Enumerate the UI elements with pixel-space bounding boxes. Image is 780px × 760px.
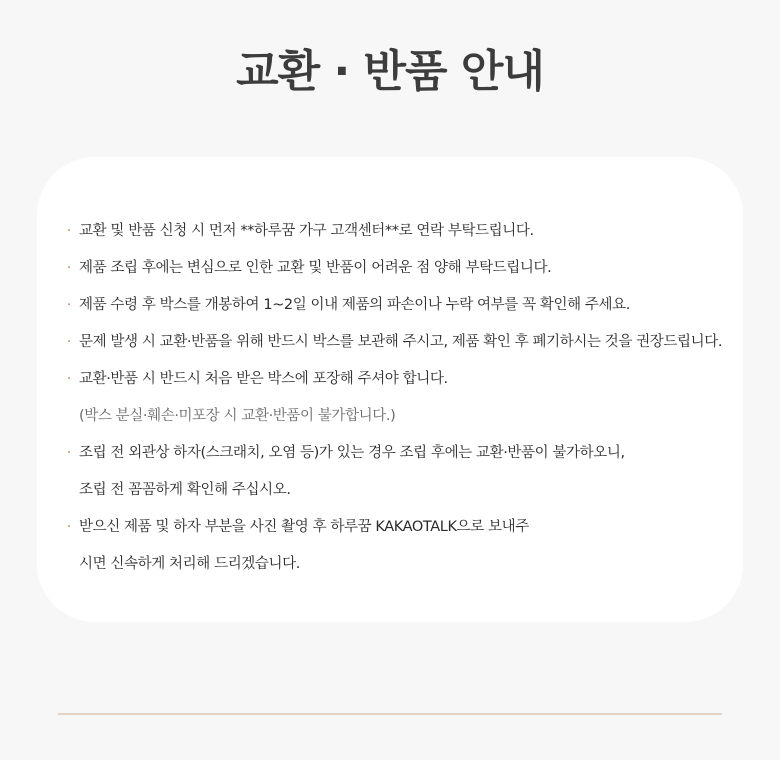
bullet-icon: · (67, 261, 71, 276)
bullet-icon: · (67, 372, 71, 387)
notice-text: 교환 및 반품 신청 시 먼저 **하루꿈 가구 고객센터**로 연락 부탁드립니다. (79, 223, 534, 239)
notice-continuation (67, 546, 722, 583)
notice-list (67, 213, 722, 583)
notice-continuation-text: 시면 신속하게 처리해 드리겠습니다. (79, 556, 300, 572)
page-title: 교환 · 반품 안내 (236, 46, 544, 97)
notice-text: 제품 수령 후 박스를 개봉하여 1~2일 이내 제품의 파손이나 누락 여부를 꼭 확인해 주세요. (79, 297, 630, 313)
notice-text: 교환·반품 시 반드시 처음 받은 박스에 포장해 주셔야 합니다. (79, 371, 448, 387)
notice-item (67, 287, 722, 324)
notice-card (37, 157, 743, 622)
notice-text: 문제 발생 시 교환·반품을 위해 반드시 박스를 보관해 주시고, 제품 확인 후 폐기하시는 것을 권장드립니다. (79, 334, 723, 350)
bullet-icon: · (67, 520, 71, 535)
notice-text: 조립 전 외관상 하자(스크래치, 오염 등)가 있는 경우 조립 후에는 교환·반품이 불가하오니, (79, 445, 625, 461)
bullet-icon: · (67, 446, 71, 461)
notice-continuation (67, 472, 722, 509)
notice-note (67, 398, 722, 435)
notice-text: 제품 조립 후에는 변심으로 인한 교환 및 반품이 어려운 점 양해 부탁드립니다. (79, 260, 552, 276)
notice-item (67, 509, 722, 546)
bullet-icon: · (67, 224, 71, 239)
notice-item (67, 324, 722, 361)
notice-note-text: (박스 분실·훼손·미포장 시 교환·반품이 불가합니다.) (79, 408, 396, 424)
notice-text: 받으신 제품 및 하자 부분을 사진 촬영 후 하루꿈 KAKAOTALK으로 보내주 (79, 519, 529, 535)
notice-continuation-text: 조립 전 꼼꼼하게 확인해 주십시오. (79, 482, 291, 498)
notice-item (67, 361, 722, 398)
notice-item (67, 213, 722, 250)
bullet-icon: · (67, 298, 71, 313)
notice-item (67, 435, 722, 472)
notice-item (67, 250, 722, 287)
footer-divider (58, 713, 722, 715)
bullet-icon: · (67, 335, 71, 350)
